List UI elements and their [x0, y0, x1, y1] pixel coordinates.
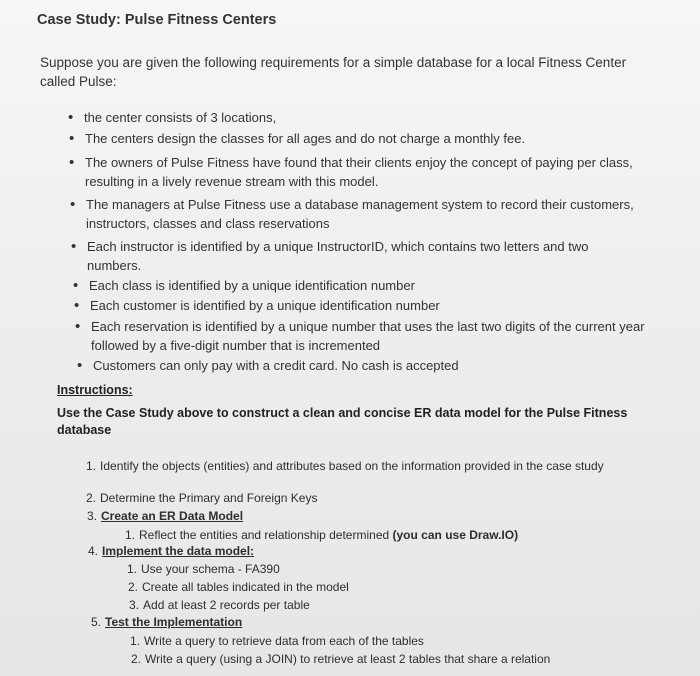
bullet-icon: •	[73, 277, 79, 294]
list-item: • Each class is identified by a unique identification number	[73, 277, 415, 294]
bullet-icon: •	[75, 318, 81, 335]
instructions-text: Use the Case Study above to construct a clean and concise ER data model for the Pulse Fitness database	[57, 406, 628, 437]
list-item: • Each customer is identified by a unique identification number	[74, 297, 440, 314]
instruction-substep: 1. Reflect the entities and relationship determined (you can use Draw.IO)	[125, 528, 519, 542]
bullet-icon: •	[68, 109, 74, 126]
bullet-icon: •	[71, 238, 77, 255]
list-item: • The owners of Pulse Fitness have found that their clients enjoy the concept of paying per class, resulting in a lively revenue stream with this model.	[69, 154, 633, 189]
instruction-step: 5. Test the Implementation	[91, 615, 243, 629]
instructions-heading: Instructions:	[57, 383, 133, 397]
bullet-icon: •	[69, 130, 75, 147]
intro-paragraph: Suppose you are given the following requirements for a simple database for a local Fitness Center called Pulse:	[40, 55, 627, 89]
bullet-icon: •	[77, 357, 83, 374]
instruction-substep: 1. Use your schema - FA390	[127, 562, 280, 576]
instruction-step: 2. Determine the Primary and Foreign Keys	[86, 491, 318, 505]
list-item: • the center consists of 3 locations,	[68, 109, 277, 126]
instruction-substep: 2. Create all tables indicated in the model	[128, 580, 349, 594]
list-item: • Each instructor is identified by a unique InstructorID, which contains two letters and two numbers.	[71, 238, 589, 273]
instruction-substep: 3. Add at least 2 records per table	[129, 598, 310, 612]
page-title: Case Study: Pulse Fitness Centers	[37, 12, 277, 28]
instruction-substep: 1. Write a query to retrieve data from each of the tables	[130, 634, 424, 648]
instruction-step: 4. Implement the data model:	[88, 544, 255, 558]
list-item: • The managers at Pulse Fitness use a database management system to record their customers, instructors, classes and class reservations	[70, 196, 634, 231]
bullet-icon: •	[70, 196, 76, 213]
list-item: • Each reservation is identified by a unique number that uses the last two digits of the current year followed by a five-digit number that is incremented	[75, 318, 645, 353]
instruction-substep: 2. Write a query (using a JOIN) to retrieve at least 2 tables that share a relation	[131, 652, 551, 666]
bullet-icon: •	[69, 154, 75, 171]
list-item: • Customers can only pay with a credit card. No cash is accepted	[77, 357, 459, 374]
bullet-icon: •	[74, 297, 80, 314]
instruction-step: 1. Identify the objects (entities) and attributes based on the information provided in the case study	[86, 459, 604, 473]
instruction-step: 3. Create an ER Data Model	[87, 509, 244, 523]
list-item: • The centers design the classes for all ages and do not charge a monthly fee.	[69, 130, 526, 147]
